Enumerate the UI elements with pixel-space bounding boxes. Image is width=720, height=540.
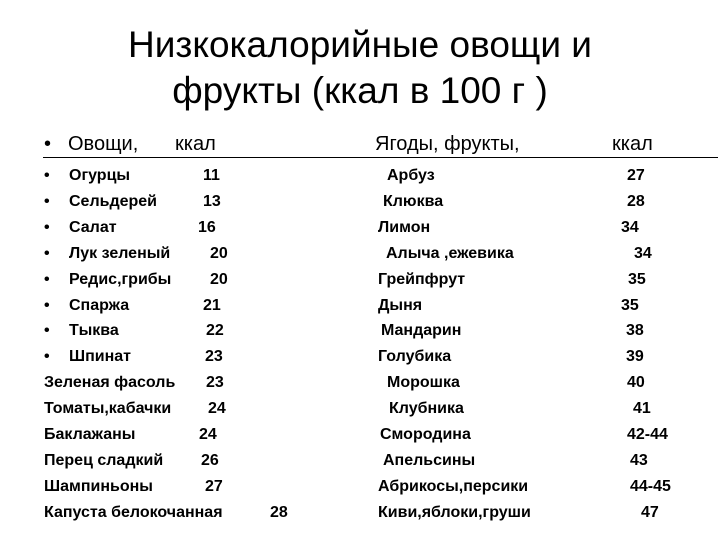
fruit-kcal: 34	[634, 244, 652, 262]
vegetable-bullet: •	[44, 348, 50, 366]
vegetable-bullet: •	[44, 167, 50, 184]
vegetable-name: Редис,грибы	[69, 270, 172, 288]
vegetable-kcal: 23	[205, 348, 223, 366]
fruit-name: Киви,яблоки,груши	[378, 503, 531, 521]
vegetable-name: Салат	[69, 218, 117, 236]
fruit-name: Абрикосы,персики	[378, 477, 529, 495]
fruit-name: Алыча ,ежевика	[386, 244, 514, 262]
fruit-kcal: 35	[621, 296, 639, 314]
vegetable-bullet: •	[44, 322, 50, 340]
vegetable-kcal: 22	[206, 322, 224, 340]
fruit-name: Клубника	[389, 400, 464, 418]
fruit-name: Арбуз	[387, 167, 435, 184]
header-bullet: •	[44, 133, 52, 155]
fruit-kcal: 39	[626, 348, 644, 366]
vegetable-kcal: 24	[208, 400, 226, 418]
vegetable-kcal: 16	[198, 218, 216, 236]
vegetable-kcal: 26	[201, 451, 219, 469]
fruit-name: Смородина	[380, 426, 471, 443]
fruit-name: Морошка	[387, 374, 460, 392]
title-line-2: фрукты (ккал в 100 г )	[172, 70, 548, 111]
fruit-kcal: 38	[626, 322, 644, 340]
vegetable-name: Шампиньоны	[44, 477, 153, 495]
vegetable-name: Огурцы	[69, 167, 131, 184]
vegetable-name: Томаты,кабачки	[44, 400, 172, 418]
title-line-1: Низкокалорийные овощи и	[128, 24, 592, 65]
fruit-name: Грейпфрут	[378, 270, 466, 288]
vegetable-bullet: •	[44, 244, 50, 262]
vegetable-bullet: •	[44, 192, 50, 210]
vegetable-kcal: 23	[206, 374, 224, 392]
fruit-kcal: 44-45	[630, 477, 671, 495]
fruit-kcal: 28	[627, 192, 645, 210]
vegetables-unit-header: ккал	[175, 133, 216, 155]
vegetable-kcal: 28	[270, 503, 288, 521]
vegetable-kcal: 11	[203, 167, 220, 184]
fruit-kcal: 35	[628, 270, 646, 288]
fruit-name: Мандарин	[381, 322, 462, 340]
vegetable-name: Капуста белокочанная	[44, 503, 223, 521]
fruits-unit-header: ккал	[612, 133, 653, 155]
fruit-kcal: 42-44	[627, 426, 668, 443]
vegetables-header: Овощи,	[68, 133, 139, 155]
vegetable-name: Перец сладкий	[44, 451, 164, 469]
fruit-name: Голубика	[378, 348, 452, 366]
vegetable-kcal: 24	[199, 426, 217, 443]
vegetable-name: Шпинат	[69, 348, 131, 366]
vegetable-kcal: 21	[203, 296, 221, 314]
vegetable-name: Тыква	[69, 322, 119, 340]
vegetable-name: Зеленая фасоль	[44, 374, 176, 392]
fruit-kcal: 27	[627, 167, 645, 184]
vegetable-bullet: •	[44, 296, 50, 314]
fruit-name: Апельсины	[383, 451, 476, 469]
fruit-name: Клюква	[383, 192, 444, 210]
fruit-name: Дыня	[378, 296, 423, 314]
header-underline	[43, 157, 718, 158]
fruit-kcal: 41	[633, 400, 651, 418]
fruit-name: Лимон	[378, 218, 431, 236]
fruits-header: Ягоды, фрукты,	[375, 133, 520, 155]
vegetable-kcal: 20	[210, 270, 228, 288]
vegetable-bullet: •	[44, 270, 50, 288]
vegetable-kcal: 27	[205, 477, 223, 495]
vegetable-kcal: 20	[210, 244, 228, 262]
vegetable-name: Сельдерей	[69, 192, 158, 210]
vegetable-bullet: •	[44, 218, 50, 236]
vegetable-name: Лук зеленый	[69, 244, 171, 262]
fruit-kcal: 47	[641, 503, 659, 521]
vegetable-name: Спаржа	[69, 296, 130, 314]
vegetable-name: Баклажаны	[44, 426, 136, 443]
fruit-kcal: 40	[627, 374, 645, 392]
fruit-kcal: 34	[621, 218, 639, 236]
slide-title	[0, 22, 720, 114]
vegetable-kcal: 13	[203, 192, 221, 210]
fruit-kcal: 43	[630, 451, 648, 469]
